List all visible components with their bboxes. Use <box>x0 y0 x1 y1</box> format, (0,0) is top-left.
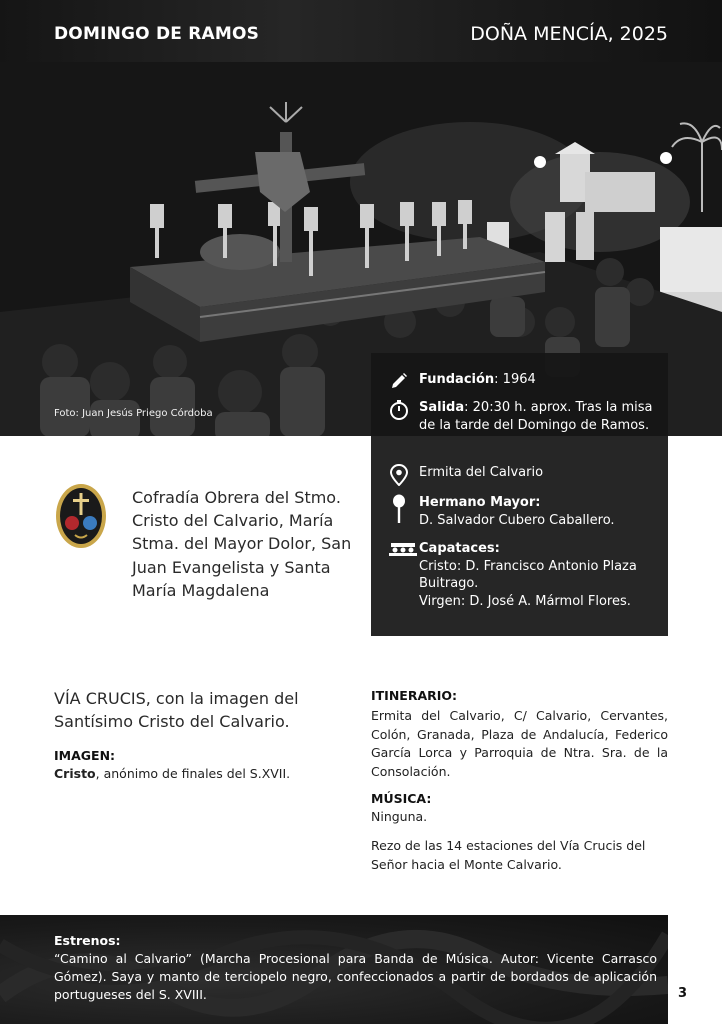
photo-credit: Foto: Juan Jesús Priego Córdoba <box>54 408 213 419</box>
itinerario-title: ITINERARIO: <box>371 688 458 703</box>
itinerario-text: Ermita del Calvario, C/ Calvario, Cervantes, Colón, Granada, Plaza de Andalucía, Federico García Lorca y Parroquia de Ntra. Sra. de la Consolación. <box>371 708 668 779</box>
location-text: Ermita del Calvario <box>419 465 544 480</box>
fundacion-label: Fundación <box>419 372 495 387</box>
brotherhood-emblem <box>55 483 107 549</box>
staff-icon <box>389 494 411 516</box>
info-box <box>371 353 668 636</box>
capataces-label: Capataces: <box>419 541 500 556</box>
capataces-cristo: Cristo: D. Francisco Antonio Plaza Buitrago. <box>419 558 637 591</box>
imagen-title: IMAGEN: <box>54 748 116 763</box>
rezo-text: Rezo de las 14 estaciones del Vía Crucis del Señor hacia el Monte Calvario. <box>371 838 646 872</box>
estrenos-band <box>0 915 668 1024</box>
pencil-icon <box>389 371 411 393</box>
hermano-value: D. Salvador Cubero Caballero. <box>419 512 615 528</box>
via-crucis-heading: VÍA CRUCIS, con la imagen del Santísimo Cristo del Calvario. <box>54 689 299 731</box>
page-number: 3 <box>678 986 688 1001</box>
estrenos-text: “Camino al Calvario” (Marcha Procesional para Banda de Música. Autor: Vicente Carrasco Gómez). Saya y manto de terciopelo negro, confeccionados a partir de bordados de aplicación portugueses del S. XVIII. <box>54 951 657 1002</box>
hermano-label: Hermano Mayor: <box>419 495 541 510</box>
salida-label: Salida <box>419 400 465 415</box>
musica-text: Ninguna. <box>371 809 428 824</box>
salida-value: : 20:30 h. aprox. Tras la misa de la tarde del Domingo de Ramos. <box>419 400 653 433</box>
imagen-text <box>54 766 290 781</box>
imagen-bold: Cristo <box>54 766 96 781</box>
brotherhood-name: Cofradía Obrera del Stmo. Cristo del Calvario, María Stma. del Mayor Dolor, San Juan Evangelista y Santa María Magdalena <box>132 488 352 600</box>
header-section-title: DOMINGO DE RAMOS <box>54 24 260 44</box>
musica-title: MÚSICA: <box>371 791 432 806</box>
page-header <box>0 0 722 62</box>
estrenos-title: Estrenos: <box>54 933 121 948</box>
capataces-virgen: Virgen: D. José A. Mármol Flores. <box>419 593 631 609</box>
header-town-year: DOÑA MENCÍA, 2025 <box>470 23 668 45</box>
fundacion-value: : 1964 <box>494 372 536 387</box>
imagen-description: , anónimo de finales del S.XVII. <box>95 766 291 781</box>
bearers-icon <box>389 540 411 562</box>
map-pin-icon <box>389 464 411 486</box>
stopwatch-icon <box>389 399 411 421</box>
